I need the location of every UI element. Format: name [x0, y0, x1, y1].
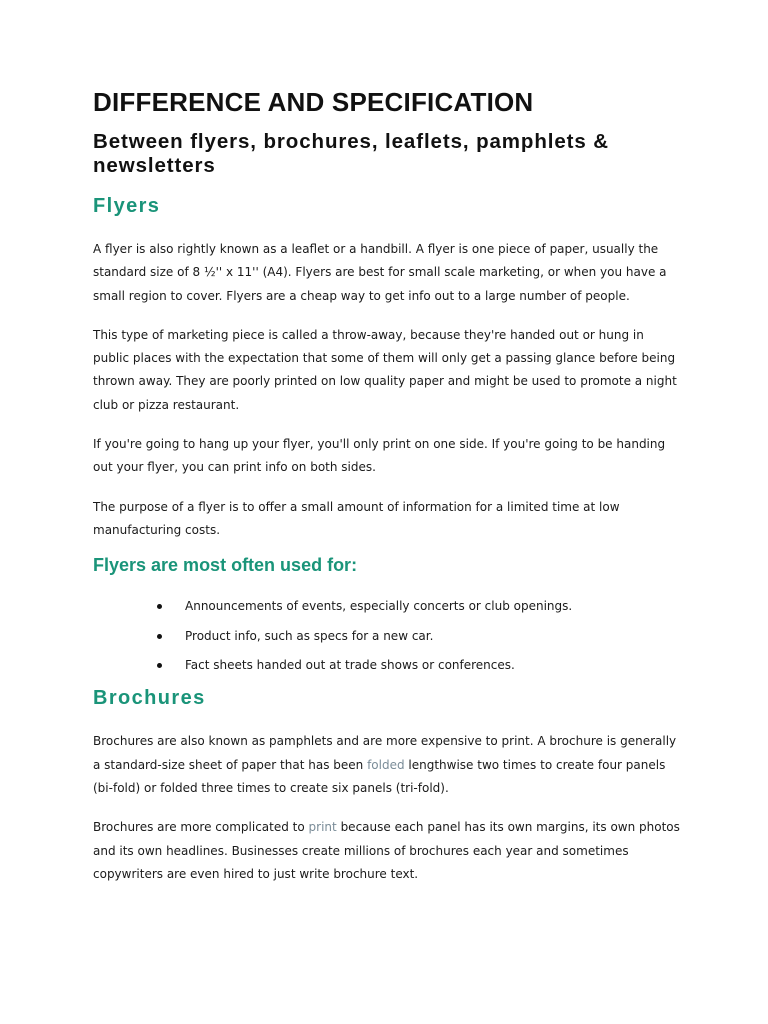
brochures-p1-text-before: Brochures are also known as pamphlets and are more expensive to print. A brochure is generally a standard-size sheet of paper that has been	[93, 734, 677, 772]
brochures-p2-text-before: Brochures are more complicated to	[93, 820, 309, 835]
print-link[interactable]: print	[308, 820, 337, 835]
brochures-paragraph-1	[93, 730, 683, 800]
brochures-heading: Brochures	[93, 687, 206, 710]
brochures-paragraph-2	[93, 816, 683, 886]
page-subtitle: Between flyers, brochures, leaflets, pamphlets & newsletters	[93, 130, 609, 177]
flyers-paragraph-2: This type of marketing piece is called a throw-away, because they're handed out or hung in public places with the expectation that some of them will only get a passing glance before being thrown away. They are poorly printed on low quality paper and might be used to promote a night club or pizza restaurant.	[93, 327, 677, 412]
document-content	[93, 84, 683, 886]
list-item	[93, 655, 683, 675]
list-item	[93, 626, 683, 646]
bullet-icon	[157, 634, 162, 639]
flyers-uses-list	[93, 596, 683, 675]
brochures-p2-text-after: because each panel has its own margins, its own photos and its own headlines. Businesses create millions of brochures each year and sometimes copywriters are even hired to just write brochure text.	[93, 820, 680, 881]
flyers-heading: Flyers	[93, 195, 161, 217]
bullet-icon	[157, 663, 162, 668]
brochures-p1-text-after: lengthwise two times to create four panels (bi-fold) or folded three times to create six panels (tri-fold).	[93, 757, 666, 796]
flyers-paragraph-3: If you're going to hang up your flyer, you'll only print on one side. If you're going to be handing out your flyer, you can print info on both sides.	[93, 437, 666, 475]
flyers-uses-heading: Flyers are most often used for:	[93, 555, 358, 576]
flyers-paragraph-4: The purpose of a flyer is to offer a small amount of information for a limited time at low manufacturing costs.	[93, 499, 620, 537]
folded-link[interactable]: folded	[367, 757, 405, 772]
flyers-paragraph-1: A flyer is also rightly known as a leaflet or a handbill. A flyer is one piece of paper, usually the standard size of 8 ½'' x 11'' (A4). Flyers are best for small scale marketing, or when you have a small region to cover. Flyers are a cheap way to get info out to a large number of people.	[93, 242, 667, 303]
list-item-text: Announcements of events, especially concerts or club openings.	[185, 599, 573, 614]
list-item-text: Product info, such as specs for a new car.	[185, 628, 434, 643]
bullet-icon	[157, 604, 162, 609]
page-title: DIFFERENCE AND SPECIFICATION	[93, 87, 534, 117]
list-item	[93, 596, 683, 616]
list-item-text: Fact sheets handed out at trade shows or conferences.	[185, 658, 515, 673]
